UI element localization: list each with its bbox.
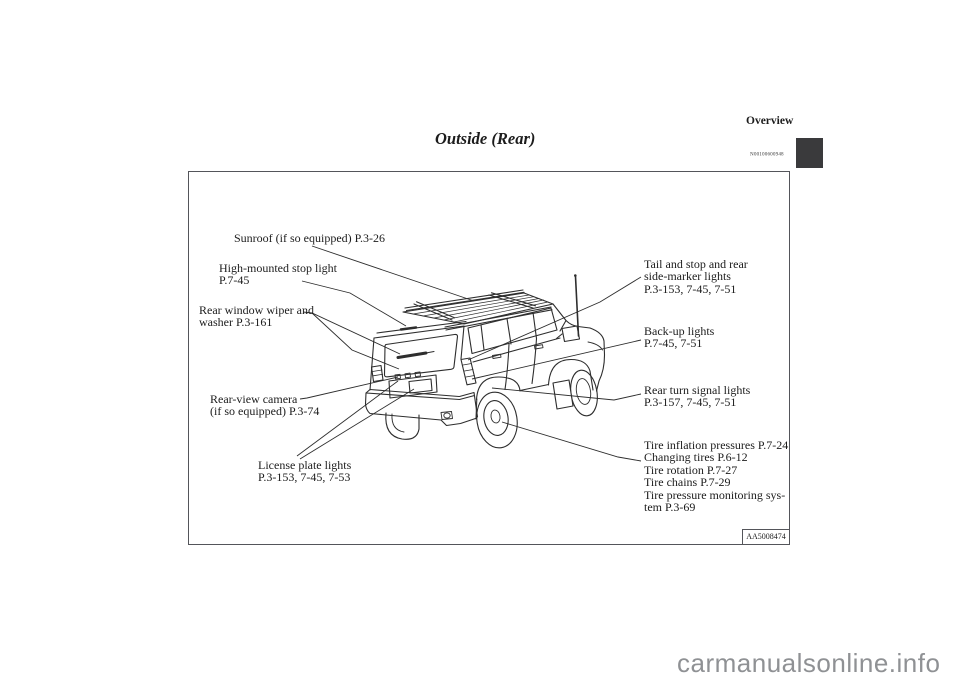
label-line: Tail and stop and rear	[644, 257, 748, 271]
rear-wheel	[473, 389, 521, 451]
section-header: Overview	[746, 115, 794, 127]
label-line: Back-up lights	[644, 324, 715, 338]
label-line: Rear-view camera	[210, 392, 298, 406]
rear-wiper	[398, 352, 434, 358]
label-line: P.3-153, 7-45, 7-53	[258, 470, 351, 485]
leader-high-mounted	[302, 281, 406, 326]
leader-wiper-b	[312, 313, 399, 369]
car-illustration	[366, 274, 605, 451]
label-line: Tire chains P.7-29	[644, 475, 731, 490]
label-back-up-lights	[644, 325, 714, 350]
label-line: Tire pressure monitoring sys-	[644, 487, 786, 502]
label-line: Tire inflation pressures P.7-24	[644, 438, 789, 452]
label-rear-view-camera	[210, 393, 319, 418]
label-line: Rear turn signal lights	[644, 383, 751, 397]
document-code: N00100600948	[750, 152, 784, 158]
label-line: P.3-157, 7-45, 7-51	[644, 395, 737, 410]
label-line: License plate lights	[258, 458, 352, 472]
leader-backup	[472, 340, 641, 379]
label-line: Changing tires P.6-12	[644, 450, 748, 465]
watermark: carmanualsonline.info	[677, 648, 941, 678]
label-tires	[644, 439, 788, 513]
section-tab-marker	[796, 138, 823, 168]
label-line: High-mounted stop light	[219, 261, 337, 275]
side-mirror	[557, 326, 580, 342]
label-line: P.7-45, 7-51	[644, 336, 703, 351]
front-wheel	[568, 368, 601, 418]
rear-bumper	[366, 390, 478, 426]
label-line: P.3-153, 7-45, 7-51	[644, 281, 737, 296]
figure-code: AA5008474	[742, 529, 789, 544]
label-line: (if so equipped) P.3-74	[210, 404, 320, 419]
tail-lamp-left	[372, 366, 384, 382]
tailgate-glass	[385, 334, 458, 376]
high-mounted-stop-light-part	[401, 328, 416, 330]
label-line: Sunroof (if so equipped) P.3-26	[234, 231, 385, 245]
label-line: washer P.3-161	[199, 315, 273, 330]
label-high-mounted-stop-light	[219, 262, 337, 287]
label-license-plate-lights	[258, 459, 351, 484]
label-tail-stop-side-marker	[644, 258, 748, 295]
label-line: tem P.3-69	[644, 500, 696, 515]
label-line: Rear window wiper and	[199, 303, 314, 317]
label-line: side-marker lights	[644, 269, 731, 284]
label-rear-window-wiper	[199, 304, 314, 329]
leader-lines	[297, 246, 641, 461]
label-sunroof	[234, 232, 385, 244]
page-title: Outside (Rear)	[435, 129, 536, 148]
label-line: P.7-45	[219, 273, 250, 288]
leader-tire	[502, 422, 641, 461]
label-line: Tire rotation P.7-27	[644, 462, 738, 477]
label-rear-turn-signal	[644, 384, 750, 409]
